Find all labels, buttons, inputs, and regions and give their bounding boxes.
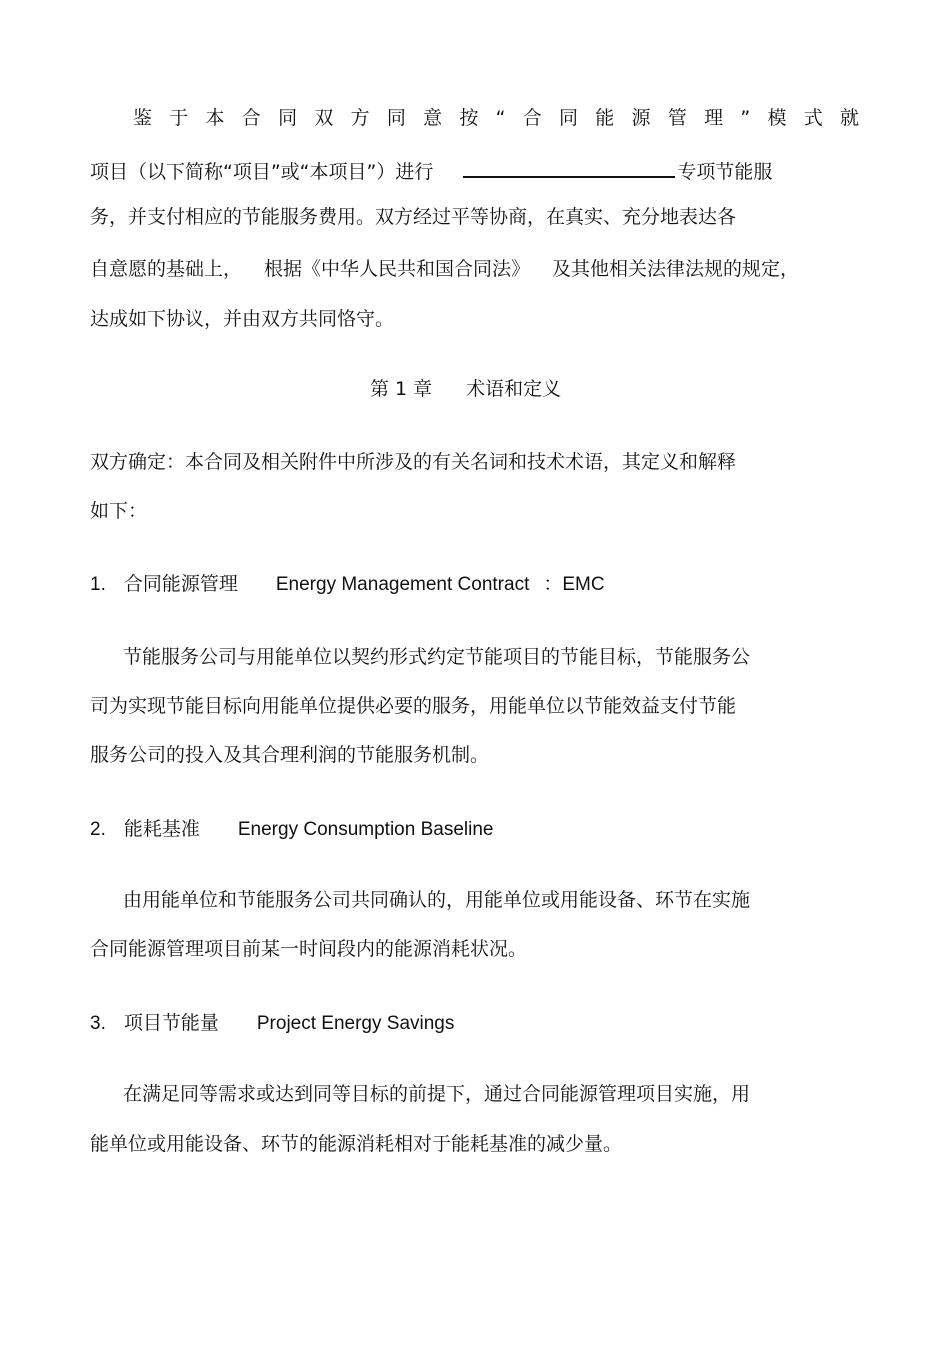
term-en: Energy Consumption Baseline bbox=[237, 819, 494, 840]
term-1-line-3: 服务公司的投入及其合理利润的节能服务机制。 bbox=[90, 744, 490, 766]
term-cn: 能耗基准 bbox=[123, 818, 200, 840]
intro-line-1-char: 方 bbox=[350, 107, 370, 129]
term-1-line-2: 司为实现节能目标向用能单位提供必要的服务，用能单位以节能效益支付节能 bbox=[90, 695, 737, 717]
intro-line-1-char: “ bbox=[495, 107, 506, 129]
term-2-line-1: 由用能单位和节能服务公司共同确认的，用能单位或用能设备、环节在实施 bbox=[123, 889, 751, 911]
intro-line-2-text: 项目（以下简称“项目”或“本项目”）进行 bbox=[90, 161, 434, 183]
term-number: 2. bbox=[90, 819, 106, 840]
preamble-line-2: 如下： bbox=[90, 500, 148, 522]
intro-line-3: 务，并支付相应的节能服务费用。双方经过平等协商，在真实、充分地表达各 bbox=[90, 206, 737, 228]
intro-line-1-char: 同 bbox=[278, 107, 298, 129]
term-abbr-sep: ： bbox=[543, 573, 563, 595]
intro-line-4 bbox=[90, 257, 799, 281]
term-number: 1. bbox=[90, 574, 106, 595]
intro-line-1-char: 鉴 bbox=[133, 107, 153, 129]
term-en: Project Energy Savings bbox=[256, 1013, 455, 1034]
intro-line-1-char: 同 bbox=[386, 107, 406, 129]
intro-line-1-char: 理 bbox=[704, 107, 724, 129]
intro-line-1-char: 管 bbox=[667, 107, 687, 129]
intro-line-1-char: 同 bbox=[559, 107, 579, 129]
term-heading-3 bbox=[90, 1011, 454, 1036]
intro-line-1-char: 双 bbox=[314, 107, 334, 129]
intro-line-4-a: 自意愿的基础上， bbox=[90, 258, 243, 280]
term-en: Energy Management Contract bbox=[275, 574, 530, 595]
intro-line-1-char: 按 bbox=[459, 107, 479, 129]
intro-line-1-char: 模 bbox=[767, 107, 787, 129]
intro-line-4-c: 及其他相关法律法规的规定， bbox=[552, 258, 800, 280]
intro-line-1 bbox=[133, 106, 859, 130]
term-heading-2 bbox=[90, 817, 493, 842]
intro-line-1-char: 源 bbox=[631, 107, 651, 129]
intro-line-2-tail: 专项节能服 bbox=[677, 161, 773, 183]
intro-line-1-char: 式 bbox=[803, 107, 823, 129]
term-heading-1 bbox=[90, 572, 605, 597]
term-1-line-1: 节能服务公司与用能单位以契约形式约定节能项目的节能目标，节能服务公 bbox=[123, 646, 751, 668]
intro-line-1-char: 意 bbox=[423, 107, 443, 129]
intro-line-1-char: 合 bbox=[241, 107, 261, 129]
chapter-heading bbox=[370, 377, 561, 401]
intro-line-1-char: 本 bbox=[205, 107, 225, 129]
intro-line-4-b: 根据《中华人民共和国合同法》 bbox=[264, 258, 531, 280]
intro-line-1-char: 于 bbox=[169, 107, 189, 129]
chapter-title: 术语和定义 bbox=[466, 378, 562, 400]
intro-line-5: 达成如下协议，并由双方共同恪守。 bbox=[90, 308, 395, 330]
intro-line-1-char: ” bbox=[740, 107, 751, 129]
intro-line-1-char: 能 bbox=[595, 107, 615, 129]
intro-line-2 bbox=[90, 156, 772, 184]
term-2-line-2: 合同能源管理项目前某一时间段内的能源消耗状况。 bbox=[90, 938, 528, 960]
chapter-number: 第 1 章 bbox=[370, 378, 433, 400]
term-cn: 项目节能量 bbox=[123, 1012, 219, 1034]
fill-in-blank bbox=[463, 156, 675, 178]
preamble-line-1: 双方确定：本合同及相关附件中所涉及的有关名词和技术术语，其定义和解释 bbox=[90, 451, 737, 473]
term-cn: 合同能源管理 bbox=[123, 573, 238, 595]
term-abbr: EMC bbox=[562, 574, 605, 595]
term-3-line-2: 能单位或用能设备、环节的能源消耗相对于能耗基准的减少量。 bbox=[90, 1133, 623, 1155]
intro-line-1-char: 就 bbox=[839, 107, 859, 129]
intro-line-1-char: 合 bbox=[522, 107, 542, 129]
term-3-line-1: 在满足同等需求或达到同等目标的前提下，通过合同能源管理项目实施，用 bbox=[123, 1083, 751, 1105]
term-number: 3. bbox=[90, 1013, 106, 1034]
